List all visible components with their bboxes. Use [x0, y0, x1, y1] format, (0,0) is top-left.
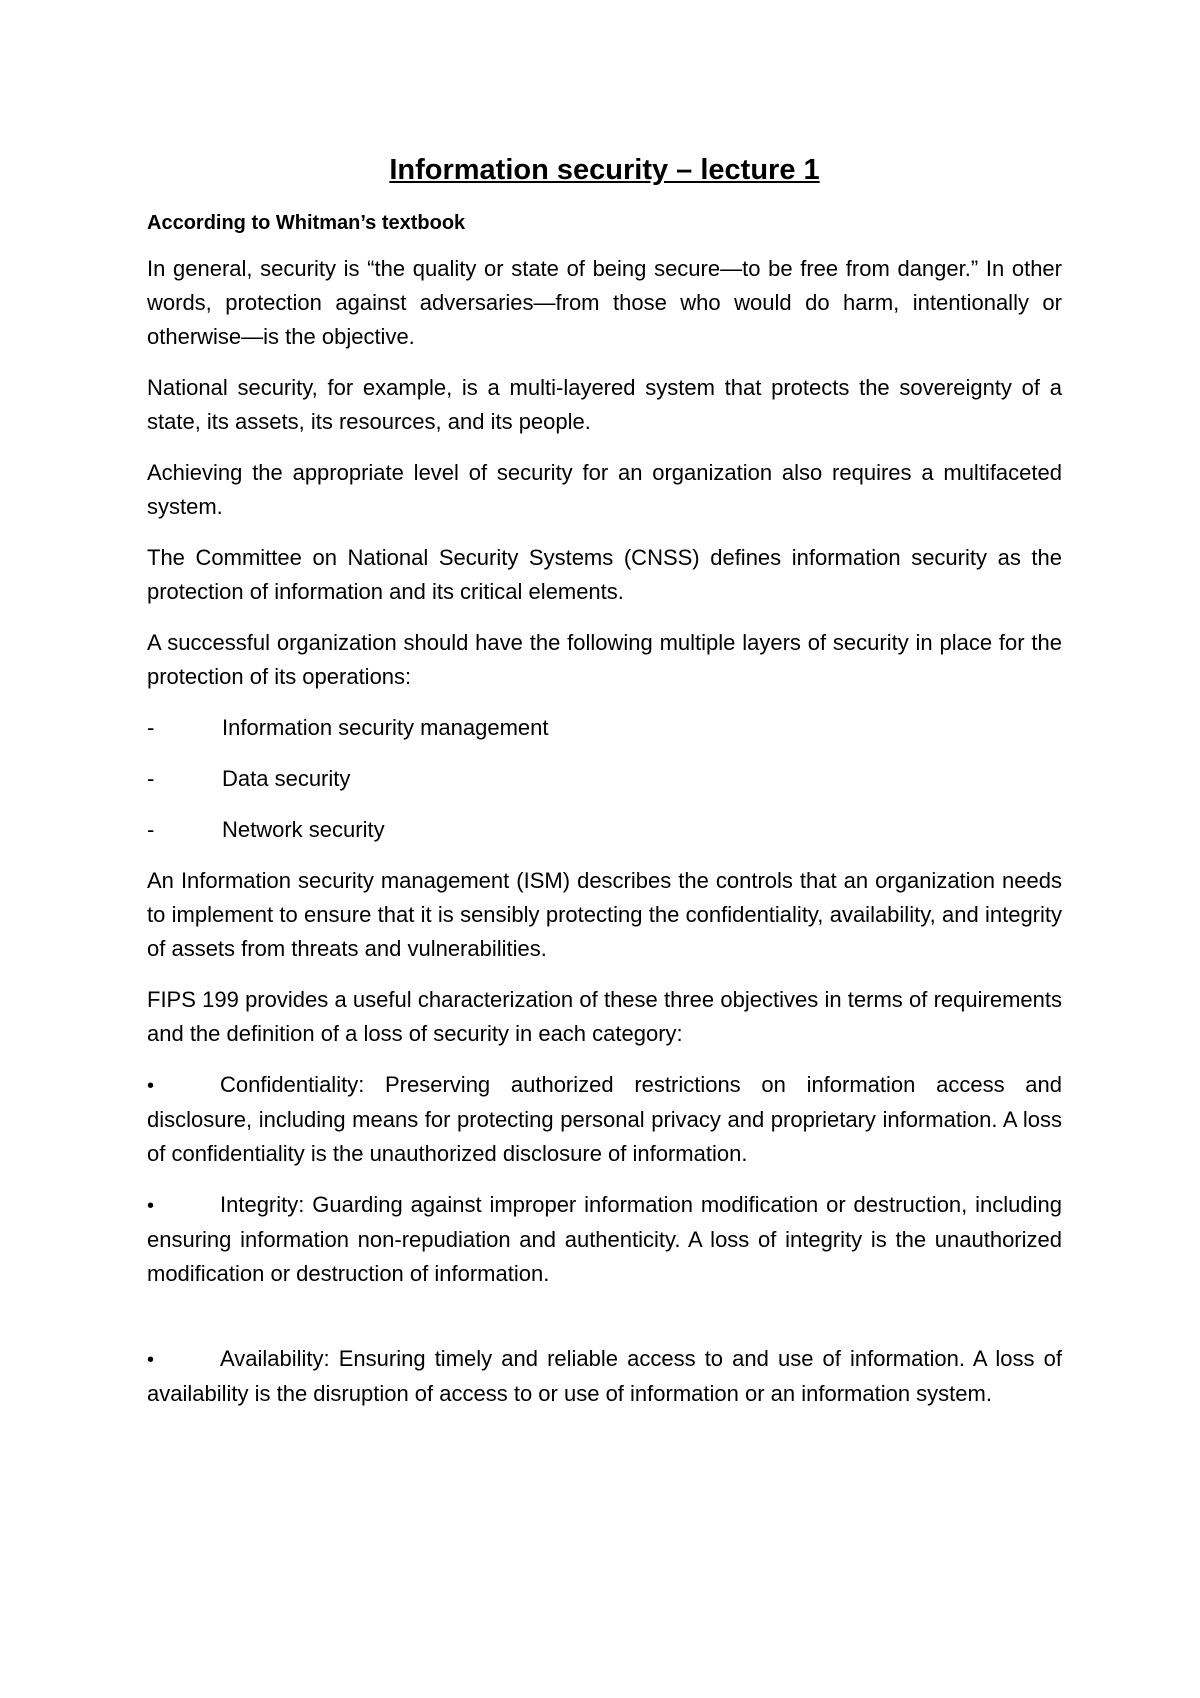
dash-marker: - [147, 715, 155, 740]
page-title: Information security – lecture 1 [389, 154, 820, 186]
subtitle: According to Whitman’s textbook [147, 212, 466, 234]
paragraph-multiple-layers: A successful organization should have the following multiple layers of security in place for the protection of its operations: [147, 630, 1062, 689]
paragraph-appropriate-level: Achieving the appropriate level of security for an organization also requires a multifaceted system. [147, 460, 1062, 519]
bullet-marker: • [147, 1349, 155, 1371]
document-page [147, 150, 1062, 1428]
bullet-marker: • [147, 1195, 155, 1217]
objective-integrity [147, 1188, 1062, 1291]
objective-availability [147, 1342, 1062, 1411]
paragraph-national-security: National security, for example, is a multi-layered system that protects the sovereignty of a state, its assets, its resources, and its people. [147, 375, 1062, 434]
objective-confidentiality [147, 1068, 1062, 1171]
list-item-text: Information security management [222, 715, 549, 740]
paragraph-cnss-definition: The Committee on National Security Systems (CNSS) defines information security as the protection of information and its critical elements. [147, 545, 1062, 604]
spacer [147, 1308, 1062, 1342]
objective-text: Integrity: Guarding against improper information modification or destruction, including ensuring information non-repudiation and authenticity. A loss of integrity is the unauthorized modification or destruction of information. [147, 1192, 1062, 1286]
list-item-text: Network security [222, 817, 385, 842]
bullet-marker: • [147, 1075, 155, 1097]
paragraph-ism: An Information security management (ISM) describes the controls that an organization needs to implement to ensure that it is sensibly protecting the confidentiality, availability, and integrity of assets from threats and vulnerabilities. [147, 868, 1062, 961]
objective-text: Availability: Ensuring timely and reliable access to and use of information. A loss of availability is the disruption of access to or use of information or an information system. [147, 1346, 1062, 1406]
list-item [147, 762, 1062, 796]
list-item [147, 711, 1062, 745]
paragraph-general-security: In general, security is “the quality or state of being secure—to be free from danger.” In other words, protection against adversaries—from those who would do harm, intentionally or otherwise—is the objective. [147, 256, 1062, 349]
dash-marker: - [147, 766, 155, 791]
dash-marker: - [147, 817, 155, 842]
list-item-text: Data security [222, 766, 351, 791]
paragraph-fips: FIPS 199 provides a useful characterization of these three objectives in terms of requirements and the definition of a loss of security in each category: [147, 987, 1062, 1046]
objective-text: Confidentiality: Preserving authorized restrictions on information access and disclosure, including means for protecting personal privacy and proprietary information. A loss of confidentiality is the unauthorized disclosure of information. [147, 1072, 1062, 1166]
list-item [147, 813, 1062, 847]
